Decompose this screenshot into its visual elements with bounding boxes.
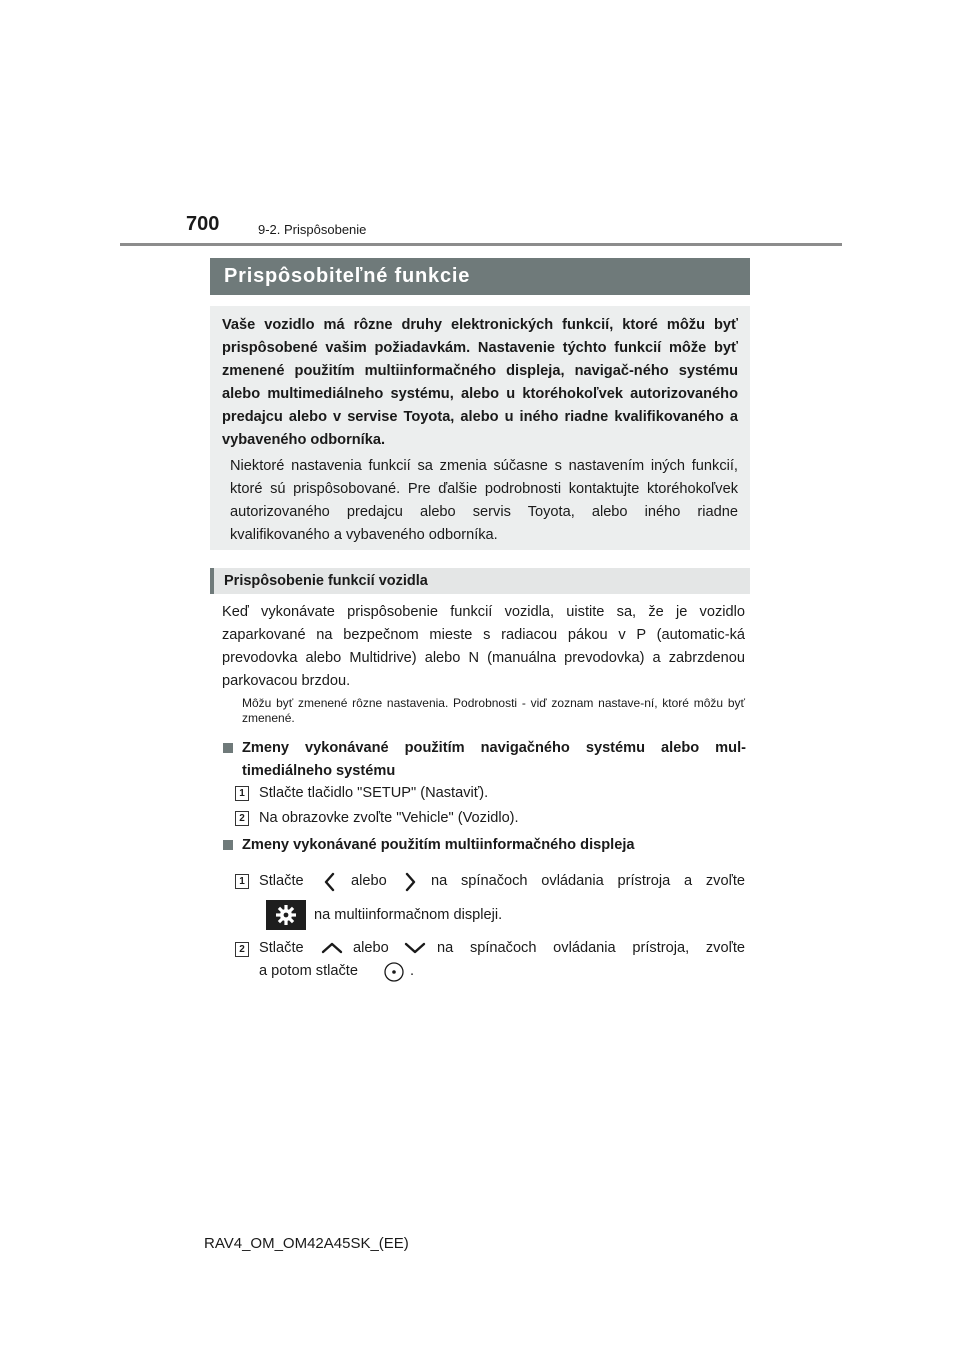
chevron-right-icon xyxy=(402,872,418,892)
step-badge: 2 xyxy=(235,942,249,957)
step2-text-after: na spínačoch ovládania prístroja, zvoľte xyxy=(437,940,745,956)
step-badge: 2 xyxy=(235,811,249,826)
chevron-down-icon xyxy=(403,940,427,956)
square-bullet-icon xyxy=(223,743,233,753)
multiinfo-heading-text: Zmeny vykonávané použitím multiinformačného displeja xyxy=(242,837,635,853)
navigation-heading-text: Zmeny vykonávané použitím navigačného systému alebo mul-timediálneho systému xyxy=(242,740,746,779)
step-word-press: Stlačte xyxy=(259,940,304,956)
header-divider xyxy=(120,243,842,246)
square-bullet-icon xyxy=(223,840,233,850)
step1-text-after: na spínačoch ovládania prístroja a zvoľte xyxy=(431,873,745,889)
intro-note-text: Niektoré nastavenia funkcií sa zmenia súčasne s nastavením iných funkcií, ktoré sú prispôsobované. Pre ďalšie podrobnosti kontaktujte ktoréhokoľvek autorizovaného predajcu alebo servis Toyota, alebo iného riadne kvalifikovaného a vybaveného odborníka. xyxy=(230,458,738,543)
step-word-press: Stlačte xyxy=(259,873,304,889)
multiinfo-heading xyxy=(242,834,746,857)
settings-gear-icon xyxy=(266,900,306,930)
step2-period: . xyxy=(410,963,415,979)
subsection-header: Prispôsobenie funkcií vozidla xyxy=(210,568,750,594)
chevron-up-icon xyxy=(320,940,344,956)
section-label: 9-2. Prispôsobenie xyxy=(258,222,367,237)
navigation-heading xyxy=(242,737,746,783)
intro-bold-text: Vaše vozidlo má rôzne druhy elektronických funkcií, ktoré môžu byť prispôsobené vašim požiadavkám. Nastavenie týchto funkcií môže byť zmenené použitím multiinformačného displeja, navigač-ného systému alebo multimediálneho systému, alebo u ktoréhokoľvek autorizovaného predajcu alebo v servise Toyota, alebo u iného riadne kvalifikovaného a vybaveného odborníka. xyxy=(222,317,738,448)
footer-document-code: RAV4_OM_OM42A45SK_(EE) xyxy=(204,1235,409,1252)
intro-box xyxy=(210,306,750,550)
step-word-or: alebo xyxy=(351,873,387,889)
step-word-or: alebo xyxy=(353,940,389,956)
subsection-paragraph: Keď vykonávate prispôsobenie funkcií vozidla, uistite sa, že je vozidlo zaparkované na bezpečnom mieste s radiacou pákou v P (automatic-ká prevodovka alebo Multidrive) alebo N (manuálna prevodovka) a zabrzdenou parkovacou brzdou. xyxy=(222,604,745,689)
step-text: Stlačte tlačidlo "SETUP" (Nastaviť). xyxy=(259,785,489,801)
chevron-left-icon xyxy=(322,872,338,892)
step-badge: 1 xyxy=(235,786,249,801)
step2-text-then: a potom stlačte xyxy=(259,963,358,979)
step-badge: 1 xyxy=(235,874,249,889)
page-title: Prispôsobiteľné funkcie xyxy=(210,258,750,295)
ok-button-icon xyxy=(383,961,405,983)
step1-text-display: na multiinformačnom displeji. xyxy=(314,907,503,923)
subsection-note: Môžu byť zmenené rôzne nastavenia. Podrobnosti - viď zoznam nastave-ní, ktoré môžu byť zmenené. xyxy=(242,696,745,725)
page-number: 700 xyxy=(186,213,220,235)
step-text: Na obrazovke zvoľte "Vehicle" (Vozidlo). xyxy=(259,810,519,826)
